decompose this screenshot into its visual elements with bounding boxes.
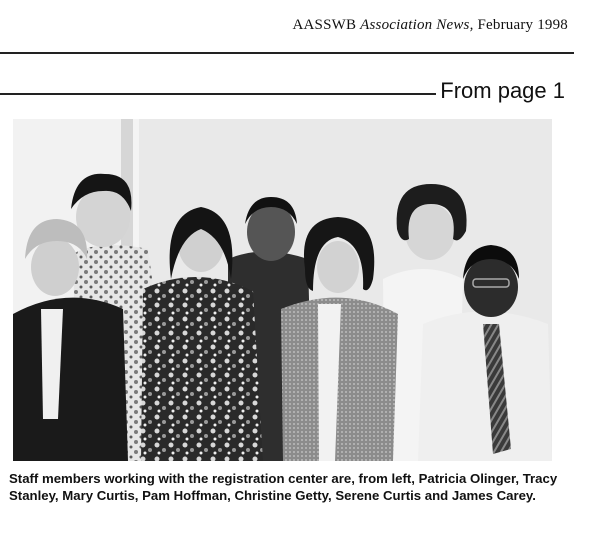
running-head bbox=[292, 17, 568, 34]
group-photo-illustration bbox=[13, 119, 552, 461]
header-rule bbox=[0, 52, 574, 54]
staff-group-photo bbox=[13, 119, 552, 461]
issue-date: February 1998 bbox=[477, 17, 568, 33]
org-name: AASSWB bbox=[292, 17, 357, 33]
continued-from-label: From page 1 bbox=[440, 78, 565, 103]
publication-name: Association News, bbox=[360, 17, 474, 33]
photo-caption: Staff members working with the registration center are, from left, Patricia Olinger, Tracy Stanley, Mary Curtis, Pam Hoffman, Christine Getty, Serene Curtis and James Carey. bbox=[9, 471, 558, 503]
continued-rule bbox=[0, 93, 436, 95]
